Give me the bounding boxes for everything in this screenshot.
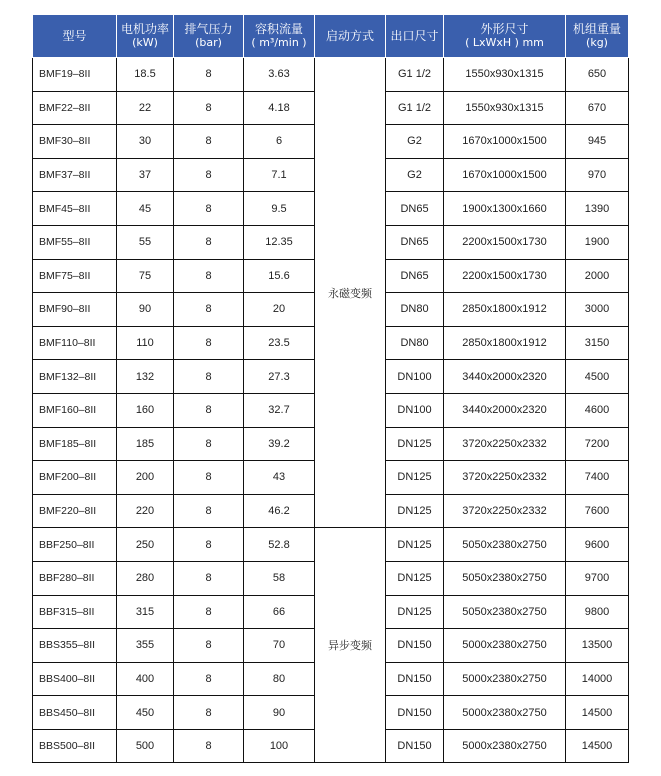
power-cell: 90 xyxy=(117,293,174,327)
table-row xyxy=(33,58,629,92)
dimensions-cell: 3440x2000x2320 xyxy=(444,393,566,427)
flow-cell: 27.3 xyxy=(244,360,315,394)
weight-cell: 970 xyxy=(566,158,629,192)
weight-cell: 14000 xyxy=(566,662,629,696)
start-method-cell: 永磁变频 xyxy=(315,58,386,528)
pressure-cell: 8 xyxy=(174,91,244,125)
dimensions-cell: 1670x1000x1500 xyxy=(444,125,566,159)
flow-cell: 46.2 xyxy=(244,494,315,528)
power-cell: 30 xyxy=(117,125,174,159)
dimensions-cell: 5000x2380x2750 xyxy=(444,629,566,663)
power-cell: 55 xyxy=(117,225,174,259)
flow-cell: 52.8 xyxy=(244,528,315,562)
model-cell: BBF280–8II xyxy=(33,561,117,595)
power-cell: 250 xyxy=(117,528,174,562)
pressure-cell: 8 xyxy=(174,58,244,92)
weight-cell: 2000 xyxy=(566,259,629,293)
weight-cell: 9700 xyxy=(566,561,629,595)
header-pressure: 排气压力 (bar) xyxy=(174,15,244,58)
table-row xyxy=(33,528,629,562)
power-cell: 355 xyxy=(117,629,174,663)
model-cell: BMF19–8II xyxy=(33,58,117,92)
weight-cell: 670 xyxy=(566,91,629,125)
start-method-cell: 异步变频 xyxy=(315,528,386,763)
power-cell: 132 xyxy=(117,360,174,394)
model-cell: BBS400–8II xyxy=(33,662,117,696)
flow-cell: 32.7 xyxy=(244,393,315,427)
flow-cell: 58 xyxy=(244,561,315,595)
model-cell: BMF200–8II xyxy=(33,461,117,495)
outlet-cell: DN150 xyxy=(386,696,444,730)
weight-cell: 3150 xyxy=(566,326,629,360)
model-cell: BMF90–8II xyxy=(33,293,117,327)
spec-table xyxy=(32,14,629,763)
model-cell: BMF55–8II xyxy=(33,225,117,259)
power-cell: 75 xyxy=(117,259,174,293)
flow-cell: 20 xyxy=(244,293,315,327)
power-cell: 160 xyxy=(117,393,174,427)
outlet-cell: DN125 xyxy=(386,595,444,629)
dimensions-cell: 3440x2000x2320 xyxy=(444,360,566,394)
dimensions-cell: 3720x2250x2332 xyxy=(444,461,566,495)
flow-cell: 90 xyxy=(244,696,315,730)
table-header xyxy=(33,15,629,58)
header-outlet: 出口尺寸 xyxy=(386,15,444,58)
header-weight: 机组重量 (kg) xyxy=(566,15,629,58)
outlet-cell: G1 1/2 xyxy=(386,91,444,125)
pressure-cell: 8 xyxy=(174,494,244,528)
model-cell: BMF37–8II xyxy=(33,158,117,192)
weight-cell: 7200 xyxy=(566,427,629,461)
dimensions-cell: 5050x2380x2750 xyxy=(444,595,566,629)
outlet-cell: DN80 xyxy=(386,293,444,327)
flow-cell: 43 xyxy=(244,461,315,495)
flow-cell: 6 xyxy=(244,125,315,159)
outlet-cell: DN150 xyxy=(386,729,444,763)
flow-cell: 39.2 xyxy=(244,427,315,461)
outlet-cell: DN125 xyxy=(386,461,444,495)
flow-cell: 7.1 xyxy=(244,158,315,192)
dimensions-cell: 5000x2380x2750 xyxy=(444,729,566,763)
power-cell: 450 xyxy=(117,696,174,730)
pressure-cell: 8 xyxy=(174,192,244,226)
dimensions-cell: 3720x2250x2332 xyxy=(444,494,566,528)
flow-cell: 4.18 xyxy=(244,91,315,125)
header-flow: 容积流量 ( m³/min ) xyxy=(244,15,315,58)
pressure-cell: 8 xyxy=(174,595,244,629)
table-body xyxy=(33,58,629,763)
model-cell: BMF75–8II xyxy=(33,259,117,293)
pressure-cell: 8 xyxy=(174,696,244,730)
outlet-cell: DN65 xyxy=(386,259,444,293)
pressure-cell: 8 xyxy=(174,528,244,562)
model-cell: BMF22–8II xyxy=(33,91,117,125)
model-cell: BMF110–8II xyxy=(33,326,117,360)
model-cell: BBS500–8II xyxy=(33,729,117,763)
pressure-cell: 8 xyxy=(174,125,244,159)
outlet-cell: DN125 xyxy=(386,427,444,461)
power-cell: 37 xyxy=(117,158,174,192)
flow-cell: 100 xyxy=(244,729,315,763)
weight-cell: 1390 xyxy=(566,192,629,226)
pressure-cell: 8 xyxy=(174,561,244,595)
power-cell: 185 xyxy=(117,427,174,461)
dimensions-cell: 2850x1800x1912 xyxy=(444,293,566,327)
weight-cell: 4500 xyxy=(566,360,629,394)
dimensions-cell: 1670x1000x1500 xyxy=(444,158,566,192)
pressure-cell: 8 xyxy=(174,326,244,360)
flow-cell: 3.63 xyxy=(244,58,315,92)
pressure-cell: 8 xyxy=(174,360,244,394)
pressure-cell: 8 xyxy=(174,158,244,192)
pressure-cell: 8 xyxy=(174,393,244,427)
outlet-cell: DN100 xyxy=(386,360,444,394)
dimensions-cell: 5050x2380x2750 xyxy=(444,561,566,595)
weight-cell: 4600 xyxy=(566,393,629,427)
header-dimensions: 外形尺寸 ( LxWxH ) mm xyxy=(444,15,566,58)
model-cell: BMF185–8II xyxy=(33,427,117,461)
outlet-cell: DN65 xyxy=(386,192,444,226)
model-cell: BMF45–8II xyxy=(33,192,117,226)
model-cell: BBS355–8II xyxy=(33,629,117,663)
dimensions-cell: 5000x2380x2750 xyxy=(444,696,566,730)
pressure-cell: 8 xyxy=(174,461,244,495)
pressure-cell: 8 xyxy=(174,259,244,293)
model-cell: BMF160–8II xyxy=(33,393,117,427)
flow-cell: 80 xyxy=(244,662,315,696)
outlet-cell: DN150 xyxy=(386,629,444,663)
weight-cell: 9600 xyxy=(566,528,629,562)
outlet-cell: G2 xyxy=(386,158,444,192)
weight-cell: 13500 xyxy=(566,629,629,663)
pressure-cell: 8 xyxy=(174,662,244,696)
outlet-cell: G2 xyxy=(386,125,444,159)
model-cell: BBF250–8II xyxy=(33,528,117,562)
outlet-cell: DN125 xyxy=(386,561,444,595)
model-cell: BMF30–8II xyxy=(33,125,117,159)
header-row xyxy=(33,15,629,58)
model-cell: BBF315–8II xyxy=(33,595,117,629)
outlet-cell: DN150 xyxy=(386,662,444,696)
dimensions-cell: 3720x2250x2332 xyxy=(444,427,566,461)
model-cell: BMF132–8II xyxy=(33,360,117,394)
power-cell: 315 xyxy=(117,595,174,629)
outlet-cell: DN125 xyxy=(386,528,444,562)
flow-cell: 66 xyxy=(244,595,315,629)
dimensions-cell: 2200x1500x1730 xyxy=(444,225,566,259)
pressure-cell: 8 xyxy=(174,293,244,327)
dimensions-cell: 5000x2380x2750 xyxy=(444,662,566,696)
flow-cell: 15.6 xyxy=(244,259,315,293)
dimensions-cell: 1550x930x1315 xyxy=(444,58,566,92)
outlet-cell: G1 1/2 xyxy=(386,58,444,92)
flow-cell: 12.35 xyxy=(244,225,315,259)
weight-cell: 14500 xyxy=(566,729,629,763)
flow-cell: 23.5 xyxy=(244,326,315,360)
power-cell: 200 xyxy=(117,461,174,495)
dimensions-cell: 5050x2380x2750 xyxy=(444,528,566,562)
power-cell: 220 xyxy=(117,494,174,528)
outlet-cell: DN65 xyxy=(386,225,444,259)
power-cell: 110 xyxy=(117,326,174,360)
weight-cell: 7600 xyxy=(566,494,629,528)
weight-cell: 14500 xyxy=(566,696,629,730)
power-cell: 280 xyxy=(117,561,174,595)
flow-cell: 70 xyxy=(244,629,315,663)
outlet-cell: DN100 xyxy=(386,393,444,427)
pressure-cell: 8 xyxy=(174,629,244,663)
power-cell: 45 xyxy=(117,192,174,226)
header-start-method: 启动方式 xyxy=(315,15,386,58)
weight-cell: 7400 xyxy=(566,461,629,495)
power-cell: 500 xyxy=(117,729,174,763)
outlet-cell: DN125 xyxy=(386,494,444,528)
power-cell: 18.5 xyxy=(117,58,174,92)
weight-cell: 9800 xyxy=(566,595,629,629)
flow-cell: 9.5 xyxy=(244,192,315,226)
header-model: 型号 xyxy=(33,15,117,58)
weight-cell: 650 xyxy=(566,58,629,92)
model-cell: BMF220–8II xyxy=(33,494,117,528)
pressure-cell: 8 xyxy=(174,729,244,763)
pressure-cell: 8 xyxy=(174,427,244,461)
model-cell: BBS450–8II xyxy=(33,696,117,730)
dimensions-cell: 1900x1300x1660 xyxy=(444,192,566,226)
outlet-cell: DN80 xyxy=(386,326,444,360)
pressure-cell: 8 xyxy=(174,225,244,259)
power-cell: 22 xyxy=(117,91,174,125)
weight-cell: 945 xyxy=(566,125,629,159)
dimensions-cell: 1550x930x1315 xyxy=(444,91,566,125)
power-cell: 400 xyxy=(117,662,174,696)
header-power: 电机功率 (kW) xyxy=(117,15,174,58)
weight-cell: 3000 xyxy=(566,293,629,327)
dimensions-cell: 2200x1500x1730 xyxy=(444,259,566,293)
dimensions-cell: 2850x1800x1912 xyxy=(444,326,566,360)
weight-cell: 1900 xyxy=(566,225,629,259)
